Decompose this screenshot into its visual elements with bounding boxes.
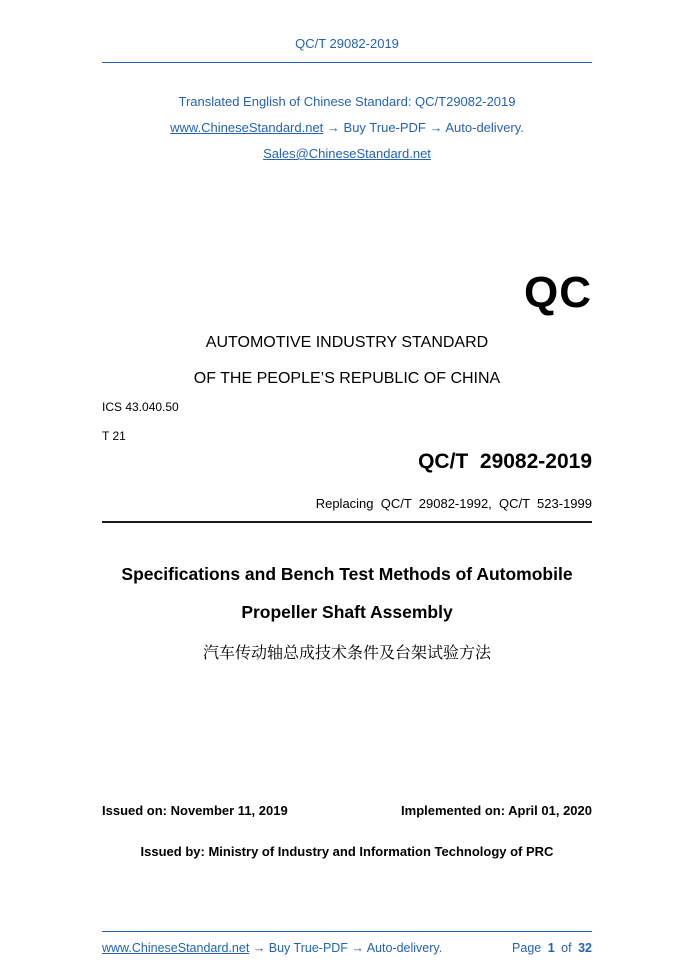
of-label: of (561, 941, 572, 955)
buy-line-rest: → Buy True-PDF → Auto-delivery. (323, 120, 524, 135)
replacing-line: Replacing QC/T 29082-1992, QC/T 523-1999 (315, 496, 592, 511)
buy-line (102, 120, 592, 135)
translated-line: Translated English of Chinese Standard: QC/T29082-2019 (178, 94, 516, 109)
ics-code: ICS 43.040.50 (102, 400, 179, 414)
footer-left (102, 941, 442, 955)
site-link[interactable]: www.ChineseStandard.net (170, 120, 324, 135)
page-total: 32 (578, 941, 592, 955)
org-line-1: AUTOMOTIVE INDUSTRY STANDARD (205, 334, 489, 351)
title-en-line2: Propeller Shaft Assembly (241, 602, 453, 622)
title-divider (102, 521, 592, 523)
implemented-on: Implemented on: April 01, 2020 (401, 803, 592, 818)
issued-by: Issued by: Ministry of Industry and Information Technology of PRC (140, 844, 554, 859)
standard-number: QC/T 29082-2019 (418, 450, 592, 473)
issued-on: Issued on: November 11, 2019 (102, 803, 288, 818)
footer-row (102, 941, 592, 955)
title-zh: 汽车传动轴总成技术条件及台架试验方法 (202, 643, 491, 662)
footer-site-link[interactable]: www.ChineseStandard.net (102, 941, 250, 955)
header-divider (102, 62, 592, 63)
header-doc-number: QC/T 29082-2019 (295, 36, 399, 51)
title-en-line1: Specifications and Bench Test Methods of Automobile (121, 564, 573, 584)
page-label: Page (512, 941, 542, 955)
email-line (102, 146, 592, 161)
page-number: 1 (547, 941, 555, 955)
qc-logo: QC (524, 268, 592, 317)
footer-site-rest: → Buy True-PDF → Auto-delivery. (249, 941, 443, 955)
footer-divider (102, 931, 592, 932)
page-indicator (509, 941, 592, 955)
org-line-2: OF THE PEOPLE’S REPUBLIC OF CHINA (193, 370, 501, 387)
email-link[interactable]: Sales@ChineseStandard.net (263, 146, 431, 161)
t-classification: T 21 (102, 429, 126, 443)
issue-row (102, 803, 592, 818)
